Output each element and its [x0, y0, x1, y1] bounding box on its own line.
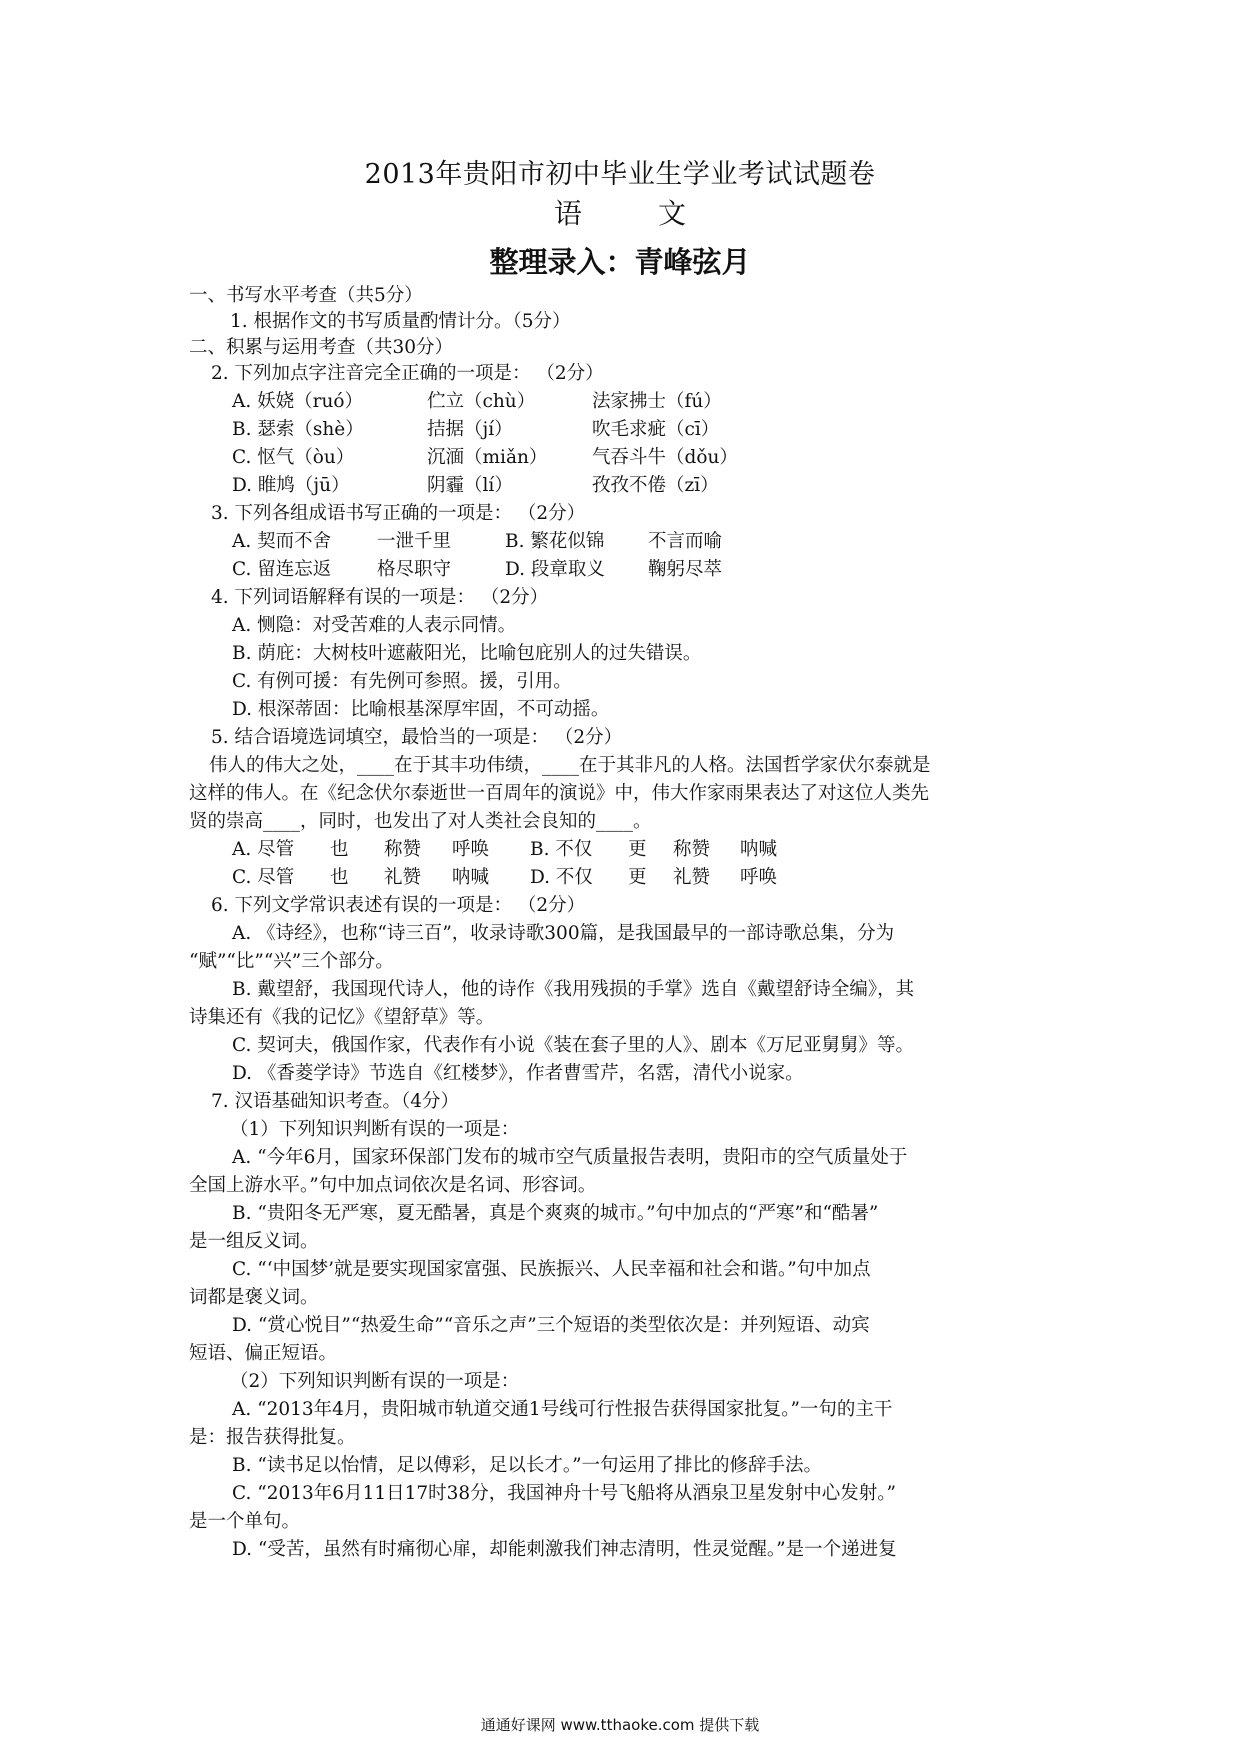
- q5-passage-line-1: 伟人的伟大之处，____在于其丰功伟绩，____在于其非凡的人格。法国哲学家伏尔泰就是: [209, 755, 931, 776]
- q6-option-b-line-1: B. 戴望舒，我国现代诗人，他的诗作《我用残损的手掌》选自《戴望舒诗全编》，其: [232, 979, 915, 1000]
- q3-option-d-1: D. 段章取义: [505, 559, 605, 580]
- q5-option-a-4: 呼唤: [452, 839, 490, 860]
- q7-1-option-c-line-2: 词都是褒义词。: [189, 1287, 319, 1308]
- q2-option-a-2: 伫立（chù）: [427, 391, 536, 412]
- q5-option-c-1: C. 尽管: [232, 867, 295, 888]
- q5-option-c-2: 也: [330, 867, 349, 888]
- q2-option-a-1: A. 妖娆（ruó）: [232, 391, 364, 412]
- q5-option-a-2: 也: [330, 839, 349, 860]
- subject-char-1: 语: [553, 197, 582, 230]
- subject-char-2: 文: [658, 197, 687, 230]
- q7-1-option-d-line-2: 短语、偏正短语。: [189, 1343, 338, 1364]
- q7-2-option-a-line-2: 是：报告获得批复。: [189, 1427, 356, 1448]
- question-7: 7. 汉语基础知识考查。（4分）: [211, 1091, 460, 1112]
- q2-option-b-2: 拮据（jí）: [427, 419, 513, 440]
- q4-option-b: B. 荫庇：大树枝叶遮蔽阳光，比喻包庇别人的过失错误。: [232, 643, 702, 664]
- section-heading-1: 一、书写水平考查（共5分）: [189, 285, 423, 306]
- q5-option-b-4: 呐喊: [740, 839, 778, 860]
- q2-option-d-2: 阴霾（lí）: [427, 475, 513, 496]
- q7-1-option-b-line-1: B. “贵阳冬无严寒，夏无酷暑，真是个爽爽的城市。”句中加点的“严寒”和“酷暑”: [232, 1203, 879, 1224]
- q2-option-c-2: 沉湎（miǎn）: [427, 447, 548, 468]
- question-6: 6. 下列文学常识表述有误的一项是： （2分）: [211, 895, 586, 916]
- q3-option-d-2: 鞠躬尽萃: [648, 559, 723, 580]
- q5-option-b-1: B. 不仅: [530, 839, 593, 860]
- q2-option-d-3: 孜孜不倦（zī）: [592, 475, 719, 496]
- q4-option-a: A. 恻隐：对受苦难的人表示同情。: [232, 615, 517, 636]
- q2-option-d-1: D. 睢鸠（jū）: [232, 475, 350, 496]
- q7-2-option-a-line-1: A. “2013年4月，贵阳城市轨道交通1号线可行性报告获得国家批复。”一句的主干: [232, 1399, 893, 1420]
- q2-option-c-1: C. 怄气（òu）: [232, 447, 355, 468]
- q7-1-option-b-line-2: 是一组反义词。: [189, 1231, 319, 1252]
- q5-option-a-3: 称赞: [384, 839, 422, 860]
- q6-option-d: D. 《香菱学诗》节选自《红楼梦》，作者曹雪芹，名霑，清代小说家。: [232, 1063, 804, 1084]
- q5-option-d-1: D. 不仅: [530, 867, 593, 888]
- q5-option-d-4: 呼唤: [740, 867, 778, 888]
- q6-option-a-line-2: “赋”“比”“兴”三个部分。: [189, 951, 394, 972]
- q4-option-c: C. 有例可援：有先例可参照。援，引用。: [232, 671, 572, 692]
- q7-part-2: （2）下列知识判断有误的一项是：: [230, 1371, 520, 1392]
- q7-1-option-a-line-1: A. “今年6月，国家环保部门发布的城市空气质量报告表明，贵阳市的空气质量处于: [232, 1147, 908, 1168]
- q5-option-c-3: 礼赞: [384, 867, 422, 888]
- q6-option-c: C. 契诃夫，俄国作家，代表作有小说《装在套子里的人》、剧本《万尼亚舅舅》等。: [232, 1035, 915, 1056]
- q7-1-option-a-line-2: 全国上游水平。”句中加点词依次是名词、形容词。: [189, 1175, 597, 1196]
- q7-part-1: （1）下列知识判断有误的一项是：: [230, 1119, 520, 1140]
- q2-option-c-3: 气吞斗牛（dǒu）: [592, 447, 738, 468]
- q2-option-b-3: 吹毛求疵（cī）: [592, 419, 720, 440]
- section-heading-2: 二、积累与运用考查（共30分）: [189, 337, 454, 358]
- q5-passage-line-2: 这样的伟人。在《纪念伏尔泰逝世一百周年的演说》中，伟大作家雨果表达了对这位人类先: [189, 783, 930, 804]
- question-1: 1. 根据作文的书写质量酌情计分。（5分）: [230, 311, 571, 332]
- footer-source: 通通好课网 www.tthaoke.com 提供下载: [480, 1716, 760, 1734]
- q5-option-d-3: 礼赞: [673, 867, 711, 888]
- q5-passage-line-3: 贤的崇高____，同时，也发出了对人类社会良知的____。: [189, 811, 652, 832]
- q7-2-option-c-line-2: 是一个单句。: [189, 1511, 301, 1532]
- q5-option-b-2: 更: [628, 839, 647, 860]
- q5-option-d-2: 更: [628, 867, 647, 888]
- question-5: 5. 结合语境选词填空，最恰当的一项是： （2分）: [211, 727, 623, 748]
- q5-option-c-4: 呐喊: [452, 867, 490, 888]
- question-4: 4. 下列词语解释有误的一项是： （2分）: [211, 587, 549, 608]
- question-2: 2. 下列加点字注音完全正确的一项是： （2分）: [211, 363, 604, 384]
- q2-option-b-1: B. 瑟索（shè）: [232, 419, 364, 440]
- q3-option-b-2: 不言而喻: [648, 531, 723, 552]
- q4-option-d: D. 根深蒂固：比喻根基深厚牢固，不可动摇。: [232, 699, 610, 720]
- subject-title: [0, 192, 1240, 232]
- q7-2-option-b: B. “读书足以怡情，足以傅彩，足以长才。”一句运用了排比的修辞手法。: [232, 1455, 823, 1476]
- q6-option-a-line-1: A. 《诗经》，也称“诗三百”，收录诗歌300篇，是我国最早的一部诗歌总集，分为: [232, 923, 895, 944]
- exam-title: 2013年贵阳市初中毕业生学业考试试题卷: [364, 159, 876, 190]
- q7-1-option-d-line-1: D. “赏心悦目”“热爱生命”“音乐之声”三个短语的类型依次是：并列短语、动宾: [232, 1315, 870, 1336]
- compiler-line: 整理录入：青峰弦月: [489, 245, 751, 279]
- q3-option-b-1: B. 繁花似锦: [505, 531, 605, 552]
- q3-option-c-1: C. 留连忘返: [232, 559, 332, 580]
- q3-option-c-2: 格尽职守: [377, 559, 452, 580]
- q2-option-a-3: 法家拂士（fú）: [592, 391, 722, 412]
- q5-option-a-1: A. 尽管: [232, 839, 295, 860]
- q7-1-option-c-line-1: C. “‘中国梦’就是要实现国家富强、民族振兴、人民幸福和社会和谐。”句中加点: [232, 1259, 871, 1280]
- q3-option-a-2: 一泄千里: [377, 531, 452, 552]
- q7-2-option-c-line-1: C. “2013年6月11日17时38分，我国神舟十号飞船将从酒泉卫星发射中心发射。”: [232, 1483, 896, 1504]
- q7-2-option-d-line-1: D. “受苦，虽然有时痛彻心扉，却能刺激我们神志清明，性灵觉醒。”是一个递进复: [232, 1539, 897, 1560]
- q6-option-b-line-2: 诗集还有《我的记忆》《望舒草》等。: [189, 1007, 495, 1028]
- question-3: 3. 下列各组成语书写正确的一项是： （2分）: [211, 503, 586, 524]
- q5-option-b-3: 称赞: [673, 839, 711, 860]
- q3-option-a-1: A. 契而不舍: [232, 531, 332, 552]
